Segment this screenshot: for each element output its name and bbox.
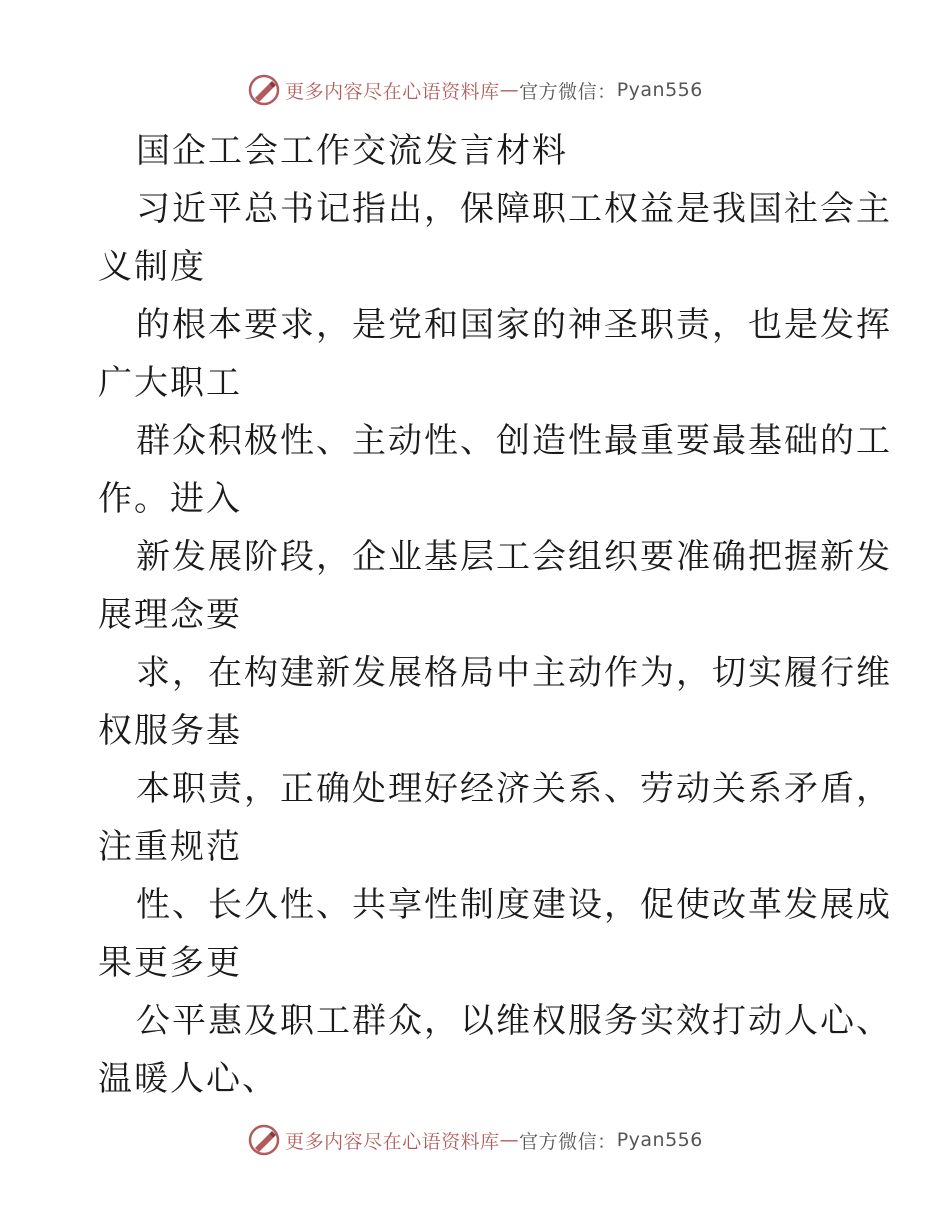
text-line: 群众积极性、主动性、创造性最重要最基础的工 <box>136 421 892 461</box>
text-line: 注重规范 <box>98 827 242 867</box>
text-line: 义制度 <box>98 247 206 287</box>
text-line: 求，在构建新发展格局中主动作为，切实履行维 <box>136 653 892 693</box>
text-line: 的根本要求，是党和国家的神圣职责，也是发挥 <box>136 305 892 345</box>
text-line: 权服务基 <box>98 711 242 751</box>
watermark-wechat-id: Pyan556 <box>616 1129 703 1151</box>
watermark-wechat-label: 官方微信： <box>519 1130 617 1153</box>
watermark-dash: — <box>499 79 520 101</box>
document-title: 国企工会工作交流发言材料 <box>136 131 568 171</box>
text-line: 广大职工 <box>98 363 242 403</box>
pen-logo-icon <box>247 73 281 107</box>
text-line: 习近平总书记指出，保障职工权益是我国社会主 <box>136 189 892 229</box>
text-line: 本职责，正确处理好经济关系、劳动关系矛盾， <box>136 769 892 809</box>
text-line: 作。进入 <box>98 479 242 519</box>
header-watermark <box>0 70 950 110</box>
text-line: 新发展阶段，企业基层工会组织要准确把握新发 <box>136 537 892 577</box>
text-line: 温暖人心、 <box>98 1059 278 1099</box>
watermark-wechat-id: Pyan556 <box>616 79 703 101</box>
text-line: 公平惠及职工群众，以维权服务实效打动人心、 <box>136 1001 892 1041</box>
watermark-wechat-label: 官方微信： <box>519 80 617 103</box>
text-line: 性、长久性、共享性制度建设，促使改革发展成 <box>136 885 892 925</box>
watermark-text: 更多内容尽在心语资料库 <box>285 1130 500 1153</box>
text-line: 果更多更 <box>98 943 242 983</box>
text-line: 展理念要 <box>98 595 242 635</box>
watermark-dash: — <box>499 1129 520 1151</box>
watermark-text: 更多内容尽在心语资料库 <box>285 80 500 103</box>
pen-logo-icon <box>247 1123 281 1157</box>
document-body <box>98 122 892 1108</box>
footer-watermark <box>0 1120 950 1160</box>
